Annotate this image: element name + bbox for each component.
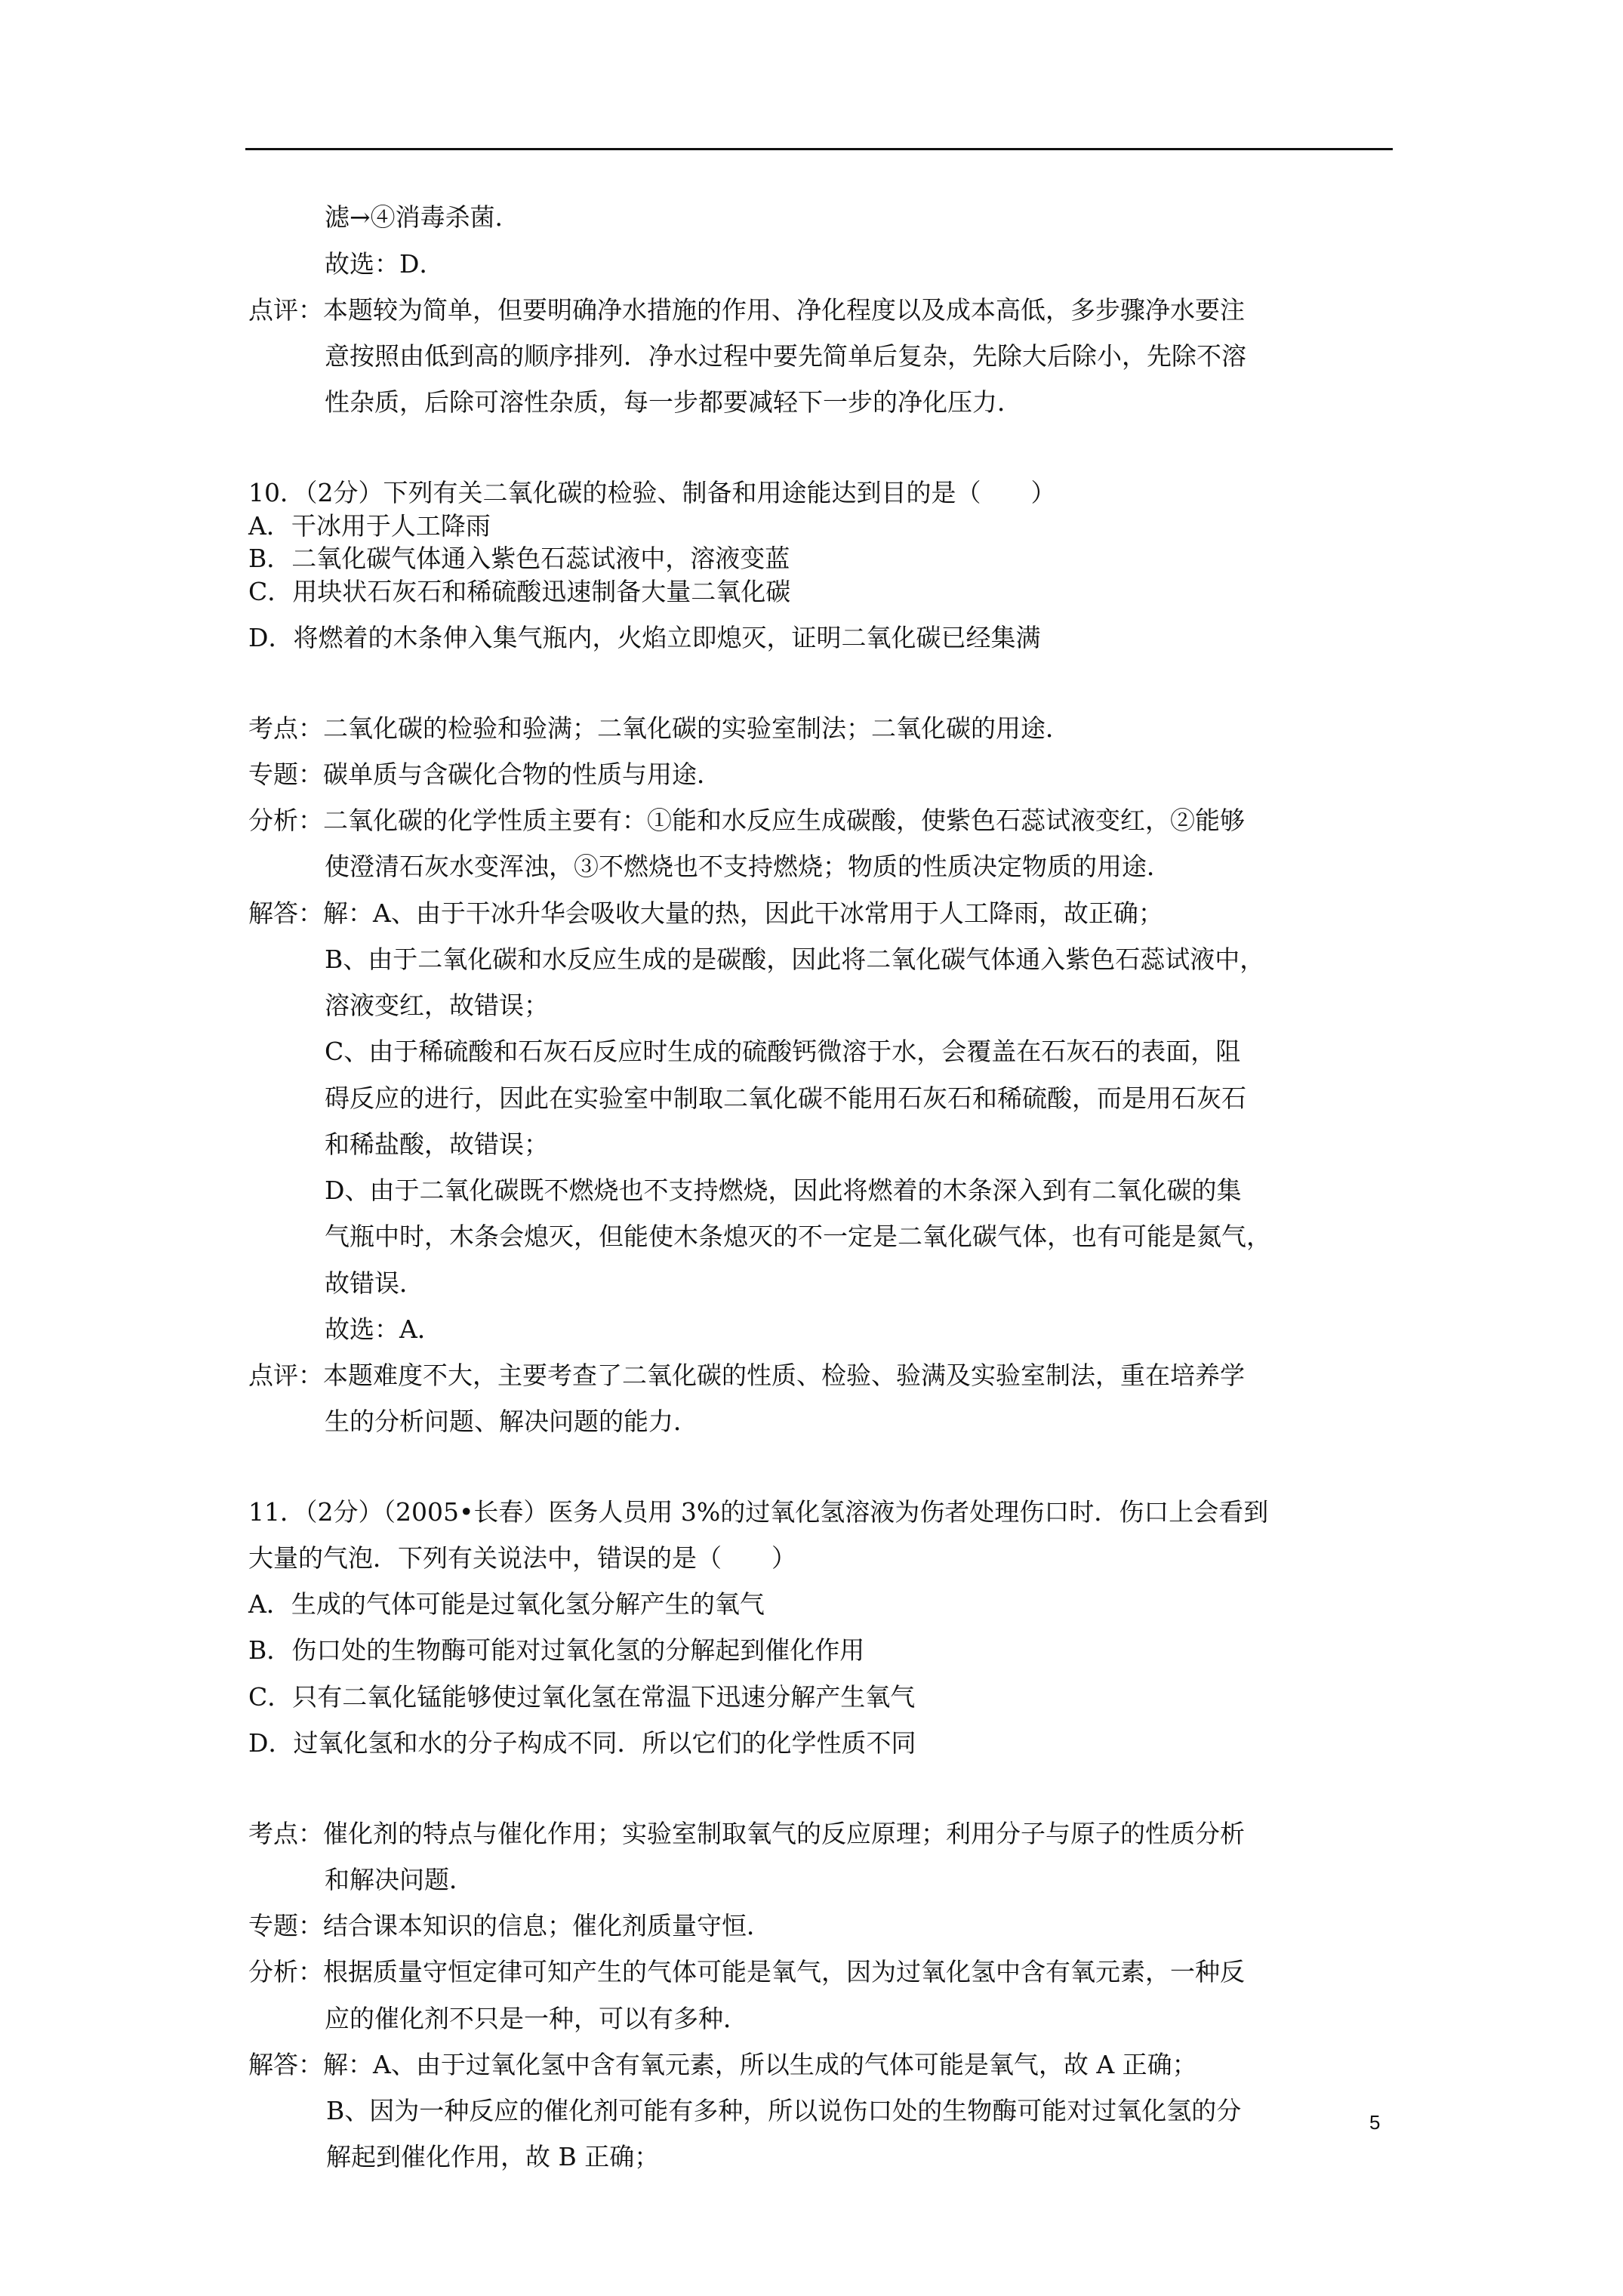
text-line: B、由于二氧化碳和水反应生成的是碳酸，因此将二氧化碳气体通入紫色石蕊试液中， [325, 945, 1265, 974]
solution-line: 解答：解：A、由于干冰升华会吸收大量的热，因此干冰常用于人工降雨，故正确； [248, 898, 1163, 928]
question-11-option-c: C．只有二氧化锰能够使过氧化氢在常温下迅速分解产生氧气 [248, 1682, 916, 1712]
text-line: 气瓶中时，木条会熄灭，但能使木条熄灭的不一定是二氧化碳气体，也有可能是氮气， [325, 1222, 1271, 1251]
text-line: C、由于稀硫酸和石灰石反应时生成的硫酸钙微溶于水，会覆盖在石灰石的表面，阻 [325, 1037, 1241, 1066]
topic-line: 考点：催化剂的特点与催化作用；实验室制取氧气的反应原理；利用分子与原子的性质分析 [248, 1819, 1245, 1848]
text-line: 滤→④消毒杀菌． [325, 202, 520, 232]
text-line: D、由于二氧化碳既不燃烧也不支持燃烧，因此将燃着的木条深入到有二氧化碳的集 [325, 1176, 1242, 1205]
page-number: 5 [1369, 2111, 1381, 2134]
question-11-option-d: D．过氧化氢和水的分子构成不同．所以它们的化学性质不同 [248, 1728, 916, 1758]
text-line: 意按照由低到高的顺序排列．净水过程中要先简单后复杂，先除大后除小，先除不溶 [325, 341, 1246, 371]
text-line: 生的分析问题、解决问题的能力． [325, 1407, 698, 1436]
subject-line: 专题：碳单质与含碳化合物的性质与用途． [248, 760, 722, 789]
question-11-stem-cont: 大量的气泡．下列有关说法中，错误的是（ ） [248, 1543, 796, 1573]
analysis-line: 分析：根据质量守恒定律可知产生的气体可能是氧气，因为过氧化氢中含有氧元素，一种反 [248, 1957, 1245, 1986]
text-line: 溶液变红，故错误； [325, 991, 549, 1020]
text-line: 碍反应的进行，因此在实验室中制取二氧化碳不能用石灰石和稀硫酸，而是用石灰石 [325, 1083, 1246, 1113]
text-line: 故选：A． [325, 1314, 442, 1344]
topic-line: 考点：二氧化碳的检验和验满；二氧化碳的实验室制法；二氧化碳的用途． [248, 713, 1070, 743]
commentary-line: 点评：本题难度不大，主要考查了二氧化碳的性质、检验、验满及实验室制法，重在培养学 [248, 1361, 1245, 1390]
text-line: 故错误． [325, 1268, 424, 1298]
question-10-stem: 10．（2分）下列有关二氧化碳的检验、制备和用途能达到目的是（ ） [248, 478, 1056, 507]
text-line: B、因为一种反应的催化剂可能有多种，所以说伤口处的生物酶可能对过氧化氢的分 [326, 2096, 1242, 2125]
subject-line: 专题：结合课本知识的信息；催化剂质量守恒． [248, 1911, 771, 1940]
question-11-option-a: A．生成的气体可能是过氧化氢分解产生的氧气 [248, 1589, 765, 1619]
question-10-option-c: C．用块状石灰石和稀硫酸迅速制备大量二氧化碳 [248, 577, 791, 606]
question-11-option-b: B．伤口处的生物酶可能对过氧化氢的分解起到催化作用 [248, 1635, 865, 1665]
text-line: 和稀盐酸，故错误； [325, 1130, 549, 1159]
solution-line: 解答：解：A、由于过氧化氢中含有氧元素，所以生成的气体可能是氧气，故 A 正确； [248, 2050, 1197, 2079]
question-10-option-d: D．将燃着的木条伸入集气瓶内，火焰立即熄灭，证明二氧化碳已经集满 [248, 623, 1041, 652]
text-line: 性杂质，后除可溶性杂质，每一步都要减轻下一步的净化压力． [325, 387, 1022, 417]
text-line: 使澄清石灰水变浑浊，③不燃烧也不支持燃烧；物质的性质决定物质的用途． [325, 852, 1172, 881]
question-11-stem: 11．（2分）（2005•长春）医务人员用 3%的过氧化氢溶液为伤者处理伤口时．伤口上会看到 [248, 1497, 1269, 1527]
header-rule [245, 148, 1393, 150]
text-line: 故选：D． [325, 249, 445, 279]
commentary-line: 点评：本题较为简单，但要明确净水措施的作用、净化程度以及成本高低，多步骤净水要注 [248, 295, 1245, 325]
question-10-option-b: B．二氧化碳气体通入紫色石蕊试液中，溶液变蓝 [248, 544, 790, 573]
question-10-option-a: A．干冰用于人工降雨 [248, 511, 491, 541]
analysis-line: 分析：二氧化碳的化学性质主要有：①能和水反应生成碳酸，使紫色石蕊试液变红，②能够 [248, 806, 1245, 835]
text-line: 和解决问题． [325, 1865, 474, 1894]
text-line: 解起到催化作用，故 B 正确； [326, 2142, 660, 2171]
text-line: 应的催化剂不只是一种，可以有多种． [325, 2004, 748, 2033]
